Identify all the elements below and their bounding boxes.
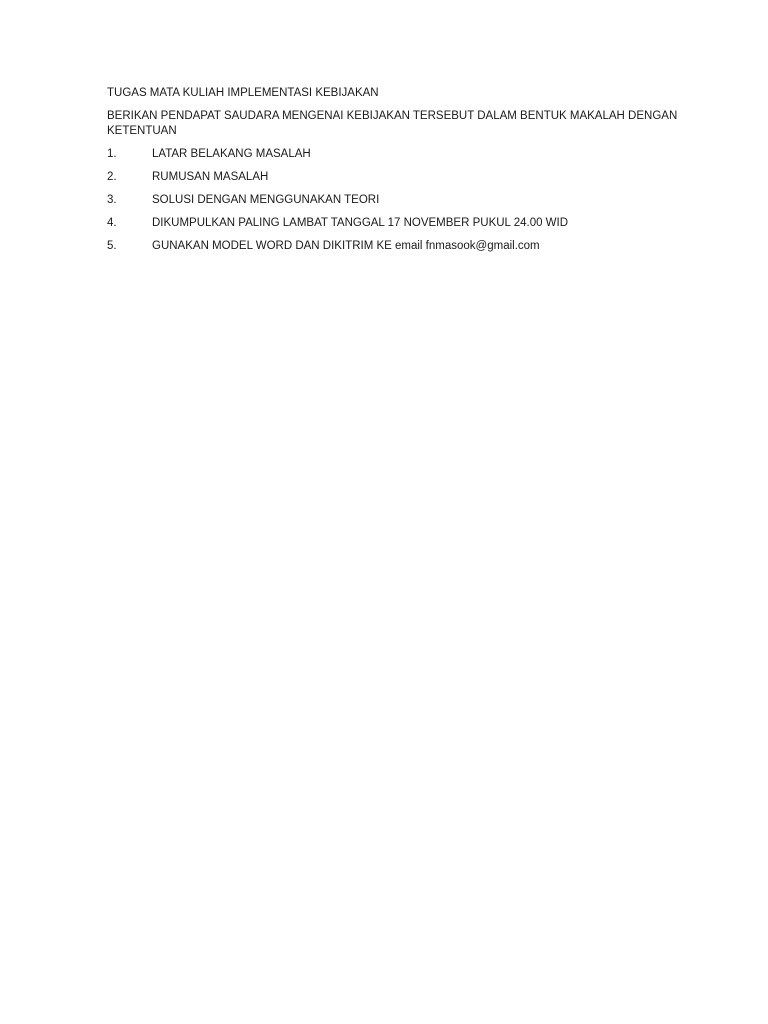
list-item-text: SOLUSI DENGAN MENGGUNAKAN TEORI [152, 194, 380, 206]
list-item-number: 3. [107, 194, 117, 206]
list-item-text: LATAR BELAKANG MASALAH [152, 148, 311, 160]
document-title: TUGAS MATA KULIAH IMPLEMENTASI KEBIJAKAN [107, 87, 379, 99]
list-item-text: DIKUMPULKAN PALING LAMBAT TANGGAL 17 NOVEMBER PUKUL 24.00 WID [152, 217, 569, 229]
requirements-list [107, 147, 568, 262]
list-item-text: GUNAKAN MODEL WORD DAN DIKITRIM KE email fnmasook@gmail.com [152, 240, 540, 252]
list-item-number: 2. [107, 171, 117, 183]
list-item [107, 147, 568, 170]
list-item-number: 1. [107, 148, 117, 160]
list-item-number: 5. [107, 240, 117, 252]
list-item-text: RUMUSAN MASALAH [152, 171, 269, 183]
list-item [107, 193, 568, 216]
list-item [107, 239, 568, 262]
list-item-number: 4. [107, 217, 117, 229]
instruction-paragraph: BERIKAN PENDAPAT SAUDARA MENGENAI KEBIJAKAN TERSEBUT DALAM BENTUK MAKALAH DENGAN KETENTUAN [107, 110, 678, 137]
list-item [107, 216, 568, 239]
list-item [107, 170, 568, 193]
